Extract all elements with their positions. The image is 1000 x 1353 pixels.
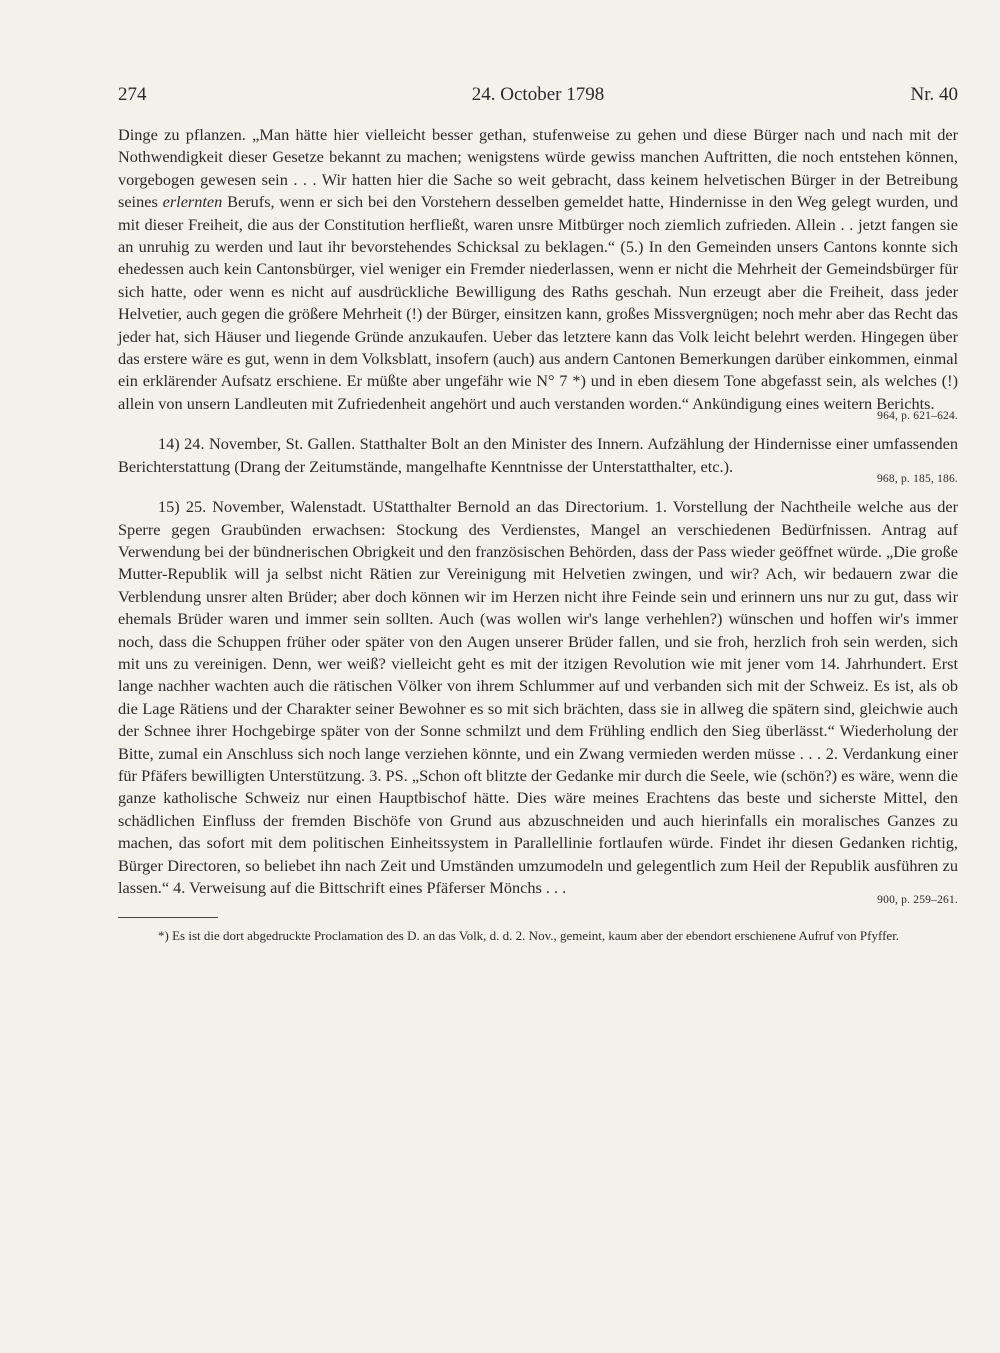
emphasis-text: erlernten: [162, 192, 223, 212]
paragraph-continuation: [118, 124, 958, 415]
footnote-divider: [118, 917, 218, 918]
paragraph-text-b: Berufs, wenn er sich bei den Vorstehern desselben gemeldet hatte, Hindernisse in den Weg gelegt wurden, und mit dieser Freiheit, die aus der Constitution herfließt, waren unsre Mitbürger noch ziemlich zufrieden. Allein . . jetzt fangen sie an unruhig zu werden und laut ihr bevorstehendes Schicksal zu beklagen.“ (5.) In den Gemeinden unsers Cantons konnte sich ehedessen auch kein Cantonsbürger, viel weniger ein Fremder niederlassen, wenn er nicht die Mehrheit der Gemeindsbürger für sich hatte, oder wenn es nicht auf ausdrückliche Bewilligung des Raths geschah. Nun erzeugt aber die Freiheit, dass jeder Helvetier, auch gegen die größere Mehrheit (!) der Bürger, einsitzen kann, großes Missvergnügen; noch mehr aber das Recht das jeder hat, sich Häuser und liegende Gründe anzukaufen. Ueber das letztere kann das Volk leicht belehrt werden. Hingegen über das erstere wäre es gut, wenn in dem Volksblatt, insofern (auch) aus andern Cantonen Bemerkungen darüber einkommen, einmal ein erklärender Aufsatz erschiene. Er müßte aber ungefähr wie N° 7 *) und in eben diesem Tone abgefasst sein, als welches (!) allein von unsern Landleuten mit Zufriedenheit angehört und auch verstanden worden.“ Ankündigung eines weitern Berichts.: [118, 192, 958, 413]
archive-reference: 968, p. 185, 186.: [876, 473, 958, 486]
footnote: *) Es ist die dort abgedruckte Proclamation des D. an das Volk, d. d. 2. Nov., gemeint, kaum aber der ebendort erschienene Aufruf von Pfyffer.: [158, 928, 900, 944]
header-date: 24. October 1798: [471, 84, 605, 105]
page-header: [118, 84, 958, 114]
page-number: 274: [118, 84, 147, 105]
entry-15: 15) 25. November, Walenstadt. UStatthalter Bernold an das Directorium. 1. Vorstellung der Nachtheile welche aus der Sperre gegen Graubünden erwachsen: Stockung des Verdienstes, Mangel an verschiedenen Bedürfnissen. Antrag auf Verwendung bei der bündnerischen Obrigkeit und den französischen Behörden, dass der Pass wieder geöffnet würde. „Die große Mutter-Republik will ja selbst nicht Rätien zur Vereinigung mit Helvetien zwingen, und wir? Ach, wir bedauern zwar die Verblendung unsrer alten Brüder; aber doch können wir im Herzen nicht ihre Feinde sein und erinnern uns nur zu gut, dass wir ehemals Brüder waren und immer sein sollten. Auch (was wollen wir's lange verhehlen?) wünschen und hoffen wir's immer noch, dass die Schuppen früher oder später von den Augen unserer Brüder fallen, und sie froh, herzlich froh sein werden, sich mit uns zu vereinigen. Denn, wer weiß? vielleicht geht es mit der itzigen Revolution wie mit jener vom 14. Jahrhundert. Erst lange nachher wachten auch die rätischen Völker von ihrem Schlummer auf und verbanden sich mit der Schweiz. Es ist, als ob die Lage Rätiens und der Charakter seiner Bewohner es so mit sich brächten, dass sie in allweg die spätern sind, gleichwie auch der Schnee ihrer Hochgebirge später von der Sonne schmilzt und dem Frühling endlich den Sieg überlässt.“ Wiederholung der Bitte, zumal ein Anschluss sich noch lange verziehen könnte, und ein Zwang vermieden werden müsse . . . 2. Verdankung einer für Pfäfers bewilligten Unterstützung. 3. PS. „Schon oft blitzte der Gedanke mir durch die Seele, wie (schön?) es wäre, wenn die ganze katholische Schweiz nur einen Hauptbischof hätte. Dies wäre meines Erachtens das beste und sicherste Mittel, den schädlichen Einfluss der fremden Bischöfe von Grund aus abzuschneiden und auch hierinfalls ein moralisches Ganzes zu machen, das sofort mit dem politischen Einheitssystem in Parallellinie fortlaufen würde. Findet ihr diesen Gedanken richtig, Bürger Directoren, so beliebet ihn nach Zeit und Umständen umzumodeln und gelegentlich zum Heil der Republik ausführen zu lassen.“ 4. Verweisung auf die Bittschrift eines Pfäferser Mönchs . . .: [118, 497, 958, 897]
entry-14: 14) 24. November, St. Gallen. Statthalter Bolt an den Minister des Innern. Aufzählung der Hindernisse einer umfassenden Berichterstattung (Drang der Zeitumstände, mangelhafte Kenntnisse der Unterstatthalter, etc.).: [118, 434, 958, 476]
issue-number: Nr. 40: [910, 84, 958, 105]
archive-reference: 964, p. 621–624.: [877, 410, 958, 423]
page-body: [118, 124, 958, 945]
paragraph-text-a: Dinge zu pflanzen. „Man hätte hier vielleicht besser gethan, stufenweise zu gehen und diese Bürger nach und nach mit der Nothwendigkeit dieser Gesetze bekannt zu machen; wenigstens würde gewiss manchen Auftritten, die noch entstehen können, vorgebogen gewesen sein . . . Wir hatten hier die Sache so weit gebracht, dass keinem helvetischen Bürger in der Betreibung seines: [118, 125, 958, 212]
archive-reference: 900, p. 259–261.: [877, 894, 958, 907]
